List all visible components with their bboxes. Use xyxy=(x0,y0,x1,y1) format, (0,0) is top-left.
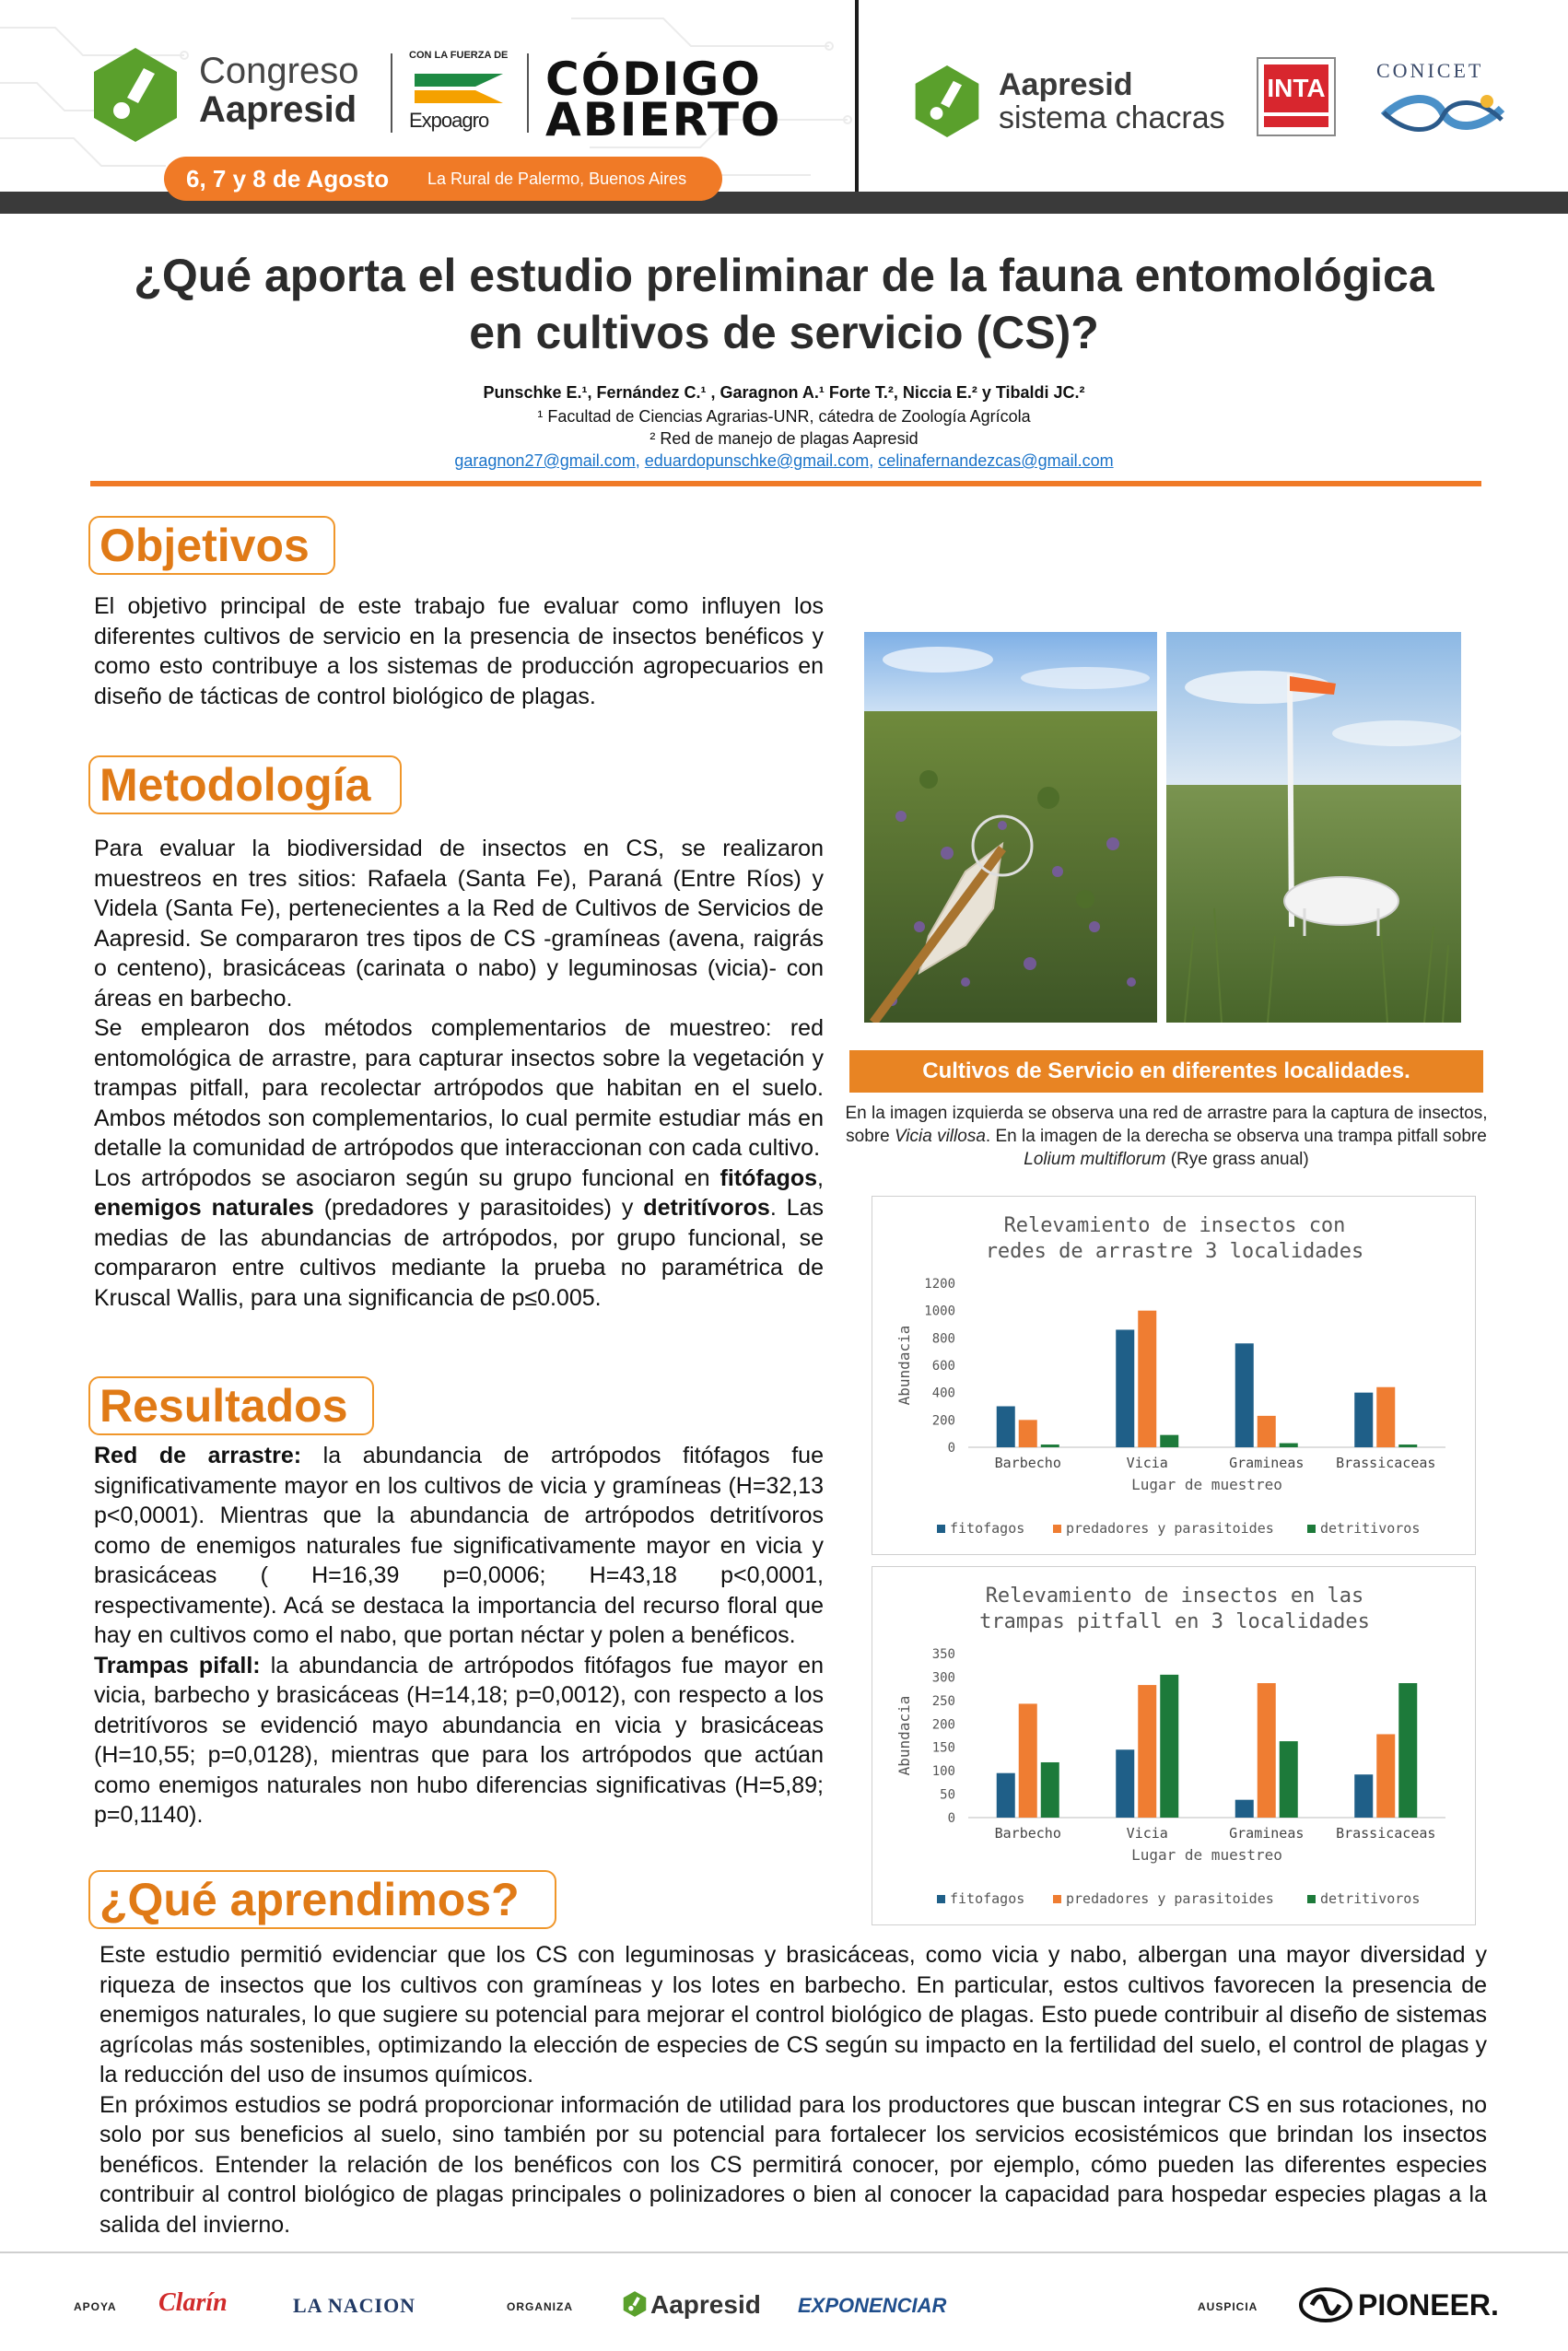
legend-label: predadores y parasitoides xyxy=(1066,1890,1274,1907)
y-tick-label: 350 xyxy=(931,1647,955,1662)
pitfall-chart xyxy=(872,1566,1476,1925)
chart-title: trampas pitfall en 3 localidades xyxy=(979,1610,1370,1633)
bar-predadores-y-parasitoides xyxy=(1258,1683,1276,1818)
bold-term: Red de arrastre: xyxy=(94,1443,302,1468)
text-run: la abundancia de artrópodos fitófagos fue significativamente mayor en los cultivos de vicia y gramíneas (H=32,13 p<0,0001). Mientras que la abundancia de artrópodos detritívoros como de enemigos naturales fue significativamente mayor en vicia y brasicáceas ( H=16,39 p=0,0006; H=43,18 p<0,0001, respectivamente). Acá se destaca la importancia del recurso floral que hay en cultivos como el nabo, que portan néctar y polen a benéficos. xyxy=(94,1443,824,1648)
species-name: Vicia villosa xyxy=(894,1127,986,1146)
y-tick-label: 150 xyxy=(931,1740,955,1756)
email-link[interactable]: celinafernandezcas@gmail.com xyxy=(878,451,1114,470)
resultados-paragraph-1 xyxy=(94,1441,824,1651)
sweep-net-chart xyxy=(872,1196,1476,1555)
bar-detritivoros xyxy=(1041,1445,1059,1447)
bar-detritivoros xyxy=(1160,1435,1178,1447)
organiza-label: ORGANIZA xyxy=(507,2300,573,2313)
bar-fitofagos xyxy=(1235,1800,1254,1818)
bar-fitofagos xyxy=(1116,1749,1134,1818)
exponencial-logo: EXPONENCIAR xyxy=(798,2294,947,2317)
event-date-badge xyxy=(164,157,722,201)
bar-predadores-y-parasitoides xyxy=(1258,1416,1276,1447)
bar-fitofagos xyxy=(1235,1343,1254,1447)
title-line2: en cultivos de servicio (CS)? xyxy=(469,307,1099,358)
pitfall-chart-svg xyxy=(872,1567,1477,1926)
objetivos-heading: Objetivos xyxy=(88,516,335,575)
bar-detritivoros xyxy=(1398,1683,1417,1818)
legend-swatch xyxy=(1053,1525,1061,1533)
chacras-line2: sistema chacras xyxy=(999,100,1225,135)
text-run: . Las medias de las abundancias de artrópodos, por grupo funcional, se compararon entre cultivos mediante la prueba no paramétrica de Kruscal Wallis, para una significancia de p≤0.005. xyxy=(94,1195,824,1311)
metodologia-paragraph-2: Se emplearon dos métodos complementarios de muestreo: red entomológica de arrastre, para capturar insectos sobre la vegetación y trampas pitfall, para recolectar artrópodos que habitan en el suelo. Ambos métodos son complementarios, lo cual permite estudiar más en detalle la comunidad de artrópodos que interaccionan con cada cultivo. xyxy=(94,1015,824,1161)
legend-label: predadores y parasitoides xyxy=(1066,1520,1274,1537)
divider xyxy=(527,53,529,133)
bar-predadores-y-parasitoides xyxy=(1019,1420,1037,1447)
x-axis-label: Lugar de muestreo xyxy=(1131,1846,1282,1864)
x-tick-label: Brassicaceas xyxy=(1336,1825,1436,1842)
legend-label: fitofagos xyxy=(950,1520,1025,1537)
affiliation-2: ² Red de manejo de plagas Aapresid xyxy=(649,429,919,448)
codigo-line2: ABIERTO xyxy=(545,93,782,146)
photo-caption xyxy=(844,1102,1489,1171)
x-tick-label: Barbecho xyxy=(994,1825,1061,1842)
pioneer-logo: PIONEER. xyxy=(1358,2288,1499,2322)
expoagro-wordmark: Expoagro xyxy=(409,109,489,132)
bold-term: Trampas pifall: xyxy=(94,1652,261,1678)
la-nacion-logo: LA NACION xyxy=(293,2294,416,2317)
aprendimos-text xyxy=(99,1940,1487,2240)
congreso-line2: Aapresid xyxy=(199,89,357,130)
y-tick-label: 250 xyxy=(931,1693,955,1709)
resultados-paragraph-2 xyxy=(94,1651,824,1831)
pioneer-icon xyxy=(1299,2287,1352,2323)
x-tick-label: Gramineas xyxy=(1229,1455,1305,1471)
pitfall-trap-photo xyxy=(1166,632,1461,1023)
y-tick-label: 50 xyxy=(940,1787,955,1803)
y-axis-label: Abundacia xyxy=(895,1695,913,1776)
legend-swatch xyxy=(1307,1895,1316,1903)
event-date: 6, 7 y 8 de Agosto xyxy=(186,165,390,193)
bar-detritivoros xyxy=(1280,1741,1298,1818)
text-run: la abundancia de artrópodos fitófagos fue mayor en vicia, barbecho y brasicáceas (H=14,18; p=0,0012), con respecto a los detritívoros se evidenció mayo abundancia en vicia y brasicáceas (H=10,55; p=0,0128), mientras que para los artrópodos que actúan como enemigos naturales non hubo diferencias significativas (H=5,89; p=0,1140). xyxy=(94,1652,824,1828)
bar-fitofagos xyxy=(997,1407,1015,1448)
objetivos-paragraph: El objetivo principal de este trabajo fue evaluar como influyen los diferentes cultivos de servicio en la presencia de insectos benéficos y como esto contribuye a los sistemas de producción agropecuarios en diseño de tácticas de control biológico de plagas. xyxy=(94,593,824,709)
congreso-aapresid-wordmark xyxy=(199,52,358,129)
email-separator: , xyxy=(635,451,645,470)
email-link[interactable]: eduardopunschke@gmail.com xyxy=(644,451,870,470)
metodologia-paragraph-1: Para evaluar la biodiversidad de insectos en CS, se realizaron muestreos en tres sitios: Rafaela (Santa Fe), Paraná (Entre Ríos) y Videla (Santa Fe), pertenecientes a la Red de Cultivos de Servicios de Aapresid. Se compararon tres tipos de CS -gramíneas (avena, raigrás o centeno), brasicáceas (carinata o nabo) y leguminosas (vicia)- con áreas en barbecho. xyxy=(94,836,824,1012)
y-tick-label: 0 xyxy=(947,1811,955,1826)
title-divider xyxy=(90,481,1481,486)
x-tick-label: Barbecho xyxy=(994,1455,1061,1471)
bar-fitofagos xyxy=(1116,1329,1134,1447)
legend-label: detritivoros xyxy=(1320,1890,1421,1907)
email-link[interactable]: garagnon27@gmail.com xyxy=(454,451,636,470)
metodologia-text xyxy=(94,834,824,1313)
chart-title: Relevamiento de insectos en las xyxy=(985,1585,1364,1608)
photo-caption-title: Cultivos de Servicio en diferentes localidades. xyxy=(849,1050,1483,1093)
header-divider xyxy=(855,0,859,195)
email-separator: , xyxy=(869,451,879,470)
y-tick-label: 1000 xyxy=(924,1304,955,1319)
sponsors-footer xyxy=(0,2252,1568,2351)
bold-term: fitófagos xyxy=(720,1164,818,1191)
bar-fitofagos xyxy=(1354,1393,1373,1447)
sweep-net-illustration xyxy=(864,632,1157,1023)
y-tick-label: 600 xyxy=(931,1359,955,1374)
legend-swatch xyxy=(1053,1895,1061,1903)
species-name: Lolium multiflorum xyxy=(1024,1150,1166,1169)
legend-label: detritivoros xyxy=(1320,1520,1421,1537)
metodologia-paragraph-3 xyxy=(94,1164,824,1314)
aprendimos-heading: ¿Qué aprendimos? xyxy=(88,1870,556,1929)
y-axis-label: Abundacia xyxy=(895,1325,913,1406)
sistema-chacras-wordmark xyxy=(999,68,1225,135)
bar-detritivoros xyxy=(1160,1675,1178,1818)
codigo-line1: CÓDIGO xyxy=(545,53,762,106)
chacras-line1: Aapresid xyxy=(999,67,1133,102)
sweep-net-photo xyxy=(864,632,1157,1023)
aprendimos-paragraph-1: Este estudio permitió evidenciar que los CS con leguminosas y brasicáceas, como vicia y nabo, albergan una mayor diversidad y riqueza de insectos que los cultivos con gramíneas y los lotes en barbecho. En particular, estos cultivos favorecen la presencia de enemigos naturales, lo que sugiere su potencial para mejorar el control biológico de plagas. Esto puede contribuir al diseño de sistemas agrícolas más sostenibles, optimizando la elección de especies de CS según su impacto en la fertilidad del suelo, el control de plagas y la reducción del uso de insumos químicos. xyxy=(99,1942,1487,2088)
aapresid-chacras-logo-icon xyxy=(908,63,986,140)
chart-title: redes de arrastre 3 localidades xyxy=(985,1240,1364,1263)
conicet-wordmark: CONICET xyxy=(1376,59,1484,82)
authors: Punschke E.¹, Fernández C.¹ , Garagnon A.¹ Forte T.², Niccia E.² y Tibaldi JC.² xyxy=(483,383,1085,402)
bold-term: enemigos naturales xyxy=(94,1195,314,1221)
bar-detritivoros xyxy=(1398,1445,1417,1447)
aapresid-logo-icon xyxy=(85,44,186,146)
resultados-text xyxy=(94,1441,824,1831)
text-run: , xyxy=(817,1164,824,1191)
x-axis-label: Lugar de muestreo xyxy=(1131,1476,1282,1493)
x-tick-label: Gramineas xyxy=(1229,1825,1305,1842)
x-tick-label: Vicia xyxy=(1126,1455,1168,1471)
inta-logo xyxy=(1257,57,1336,136)
bar-predadores-y-parasitoides xyxy=(1138,1685,1156,1818)
codigo-abierto-wordmark xyxy=(545,53,782,146)
congreso-line1: Congreso xyxy=(199,51,359,91)
x-tick-label: Vicia xyxy=(1126,1825,1168,1842)
bar-fitofagos xyxy=(1354,1774,1373,1818)
text-run: Los artrópodos se asociaron según su grupo funcional en xyxy=(94,1164,720,1191)
bar-predadores-y-parasitoides xyxy=(1019,1703,1037,1818)
text-run: (Rye grass anual) xyxy=(1165,1150,1309,1169)
text-run: . En la imagen de la derecha se observa una trampa pitfall sobre xyxy=(985,1127,1487,1146)
legend-swatch xyxy=(937,1895,945,1903)
y-tick-label: 800 xyxy=(931,1331,955,1347)
aapresid-footer-icon xyxy=(621,2290,649,2318)
divider xyxy=(391,53,392,133)
text-run: (predadores y parasitoides) y xyxy=(313,1195,644,1221)
footer-divider xyxy=(0,2252,1568,2253)
clarin-logo: Clarín xyxy=(158,2288,228,2317)
aapresid-footer-logo: Aapresid xyxy=(650,2290,761,2319)
chart-title: Relevamiento de insectos con xyxy=(1003,1214,1346,1237)
legend-swatch xyxy=(937,1525,945,1533)
author-emails xyxy=(0,451,1568,471)
bar-detritivoros xyxy=(1280,1444,1298,1447)
poster-title xyxy=(37,247,1531,361)
sweep-net-chart-svg xyxy=(872,1197,1477,1556)
y-tick-label: 400 xyxy=(931,1386,955,1401)
bar-detritivoros xyxy=(1041,1762,1059,1818)
y-tick-label: 300 xyxy=(931,1670,955,1686)
legend-label: fitofagos xyxy=(950,1890,1025,1907)
x-tick-label: Brassicaceas xyxy=(1336,1455,1436,1471)
expoagro-icon xyxy=(411,66,512,107)
apoya-label: APOYA xyxy=(74,2300,117,2313)
poster-header xyxy=(0,0,1568,214)
inta-wordmark: INTA xyxy=(1264,64,1328,112)
y-tick-label: 1200 xyxy=(924,1277,955,1292)
title-line1: ¿Qué aporta el estudio preliminar de la fauna entomológica xyxy=(134,250,1434,301)
bar-fitofagos xyxy=(997,1773,1015,1818)
affiliation-1: ¹ Facultad de Ciencias Agrarias-UNR, cátedra de Zoología Agrícola xyxy=(537,407,1031,426)
metodologia-heading: Metodología xyxy=(88,755,402,814)
y-tick-label: 100 xyxy=(931,1764,955,1780)
text-run: En la imagen izquierda se observa una red de arrastre para la captura de insectos, sobre xyxy=(845,1104,1488,1146)
y-tick-label: 0 xyxy=(947,1441,955,1456)
bold-term: detritívoros xyxy=(643,1195,770,1221)
con-la-fuerza-label: CON LA FUERZA DE xyxy=(409,50,509,61)
inta-stripe xyxy=(1264,116,1328,127)
bar-predadores-y-parasitoides xyxy=(1376,1387,1395,1447)
aprendimos-paragraph-2: En próximos estudios se podrá proporcionar información de utilidad para los productores que buscan integrar CS en sus rotaciones, no solo por sus beneficios al suelo, sino también por su potencial para fortalecer los servicios ecosistémicos que brindan los insectos benéficos. Entender la relación de los benéficos con los CS permitirá conocer, por ejemplo, cómo pueden las diferentes especies contribuir al control biológico de plagas principales o polinizadores o bien al conocer la capacidad para hospedar especies plagas a la salida del invierno. xyxy=(99,2091,1487,2238)
y-tick-label: 200 xyxy=(931,1413,955,1429)
y-tick-label: 200 xyxy=(931,1717,955,1733)
event-place: La Rural de Palermo, Buenos Aires xyxy=(427,170,687,188)
objetivos-text xyxy=(94,591,824,711)
bar-predadores-y-parasitoides xyxy=(1376,1734,1395,1818)
pitfall-trap-illustration xyxy=(1166,632,1461,1023)
auspicia-label: AUSPICIA xyxy=(1198,2300,1258,2313)
resultados-heading: Resultados xyxy=(88,1376,374,1435)
legend-swatch xyxy=(1307,1525,1316,1533)
bar-predadores-y-parasitoides xyxy=(1138,1311,1156,1447)
conicet-wave-icon xyxy=(1378,88,1507,138)
